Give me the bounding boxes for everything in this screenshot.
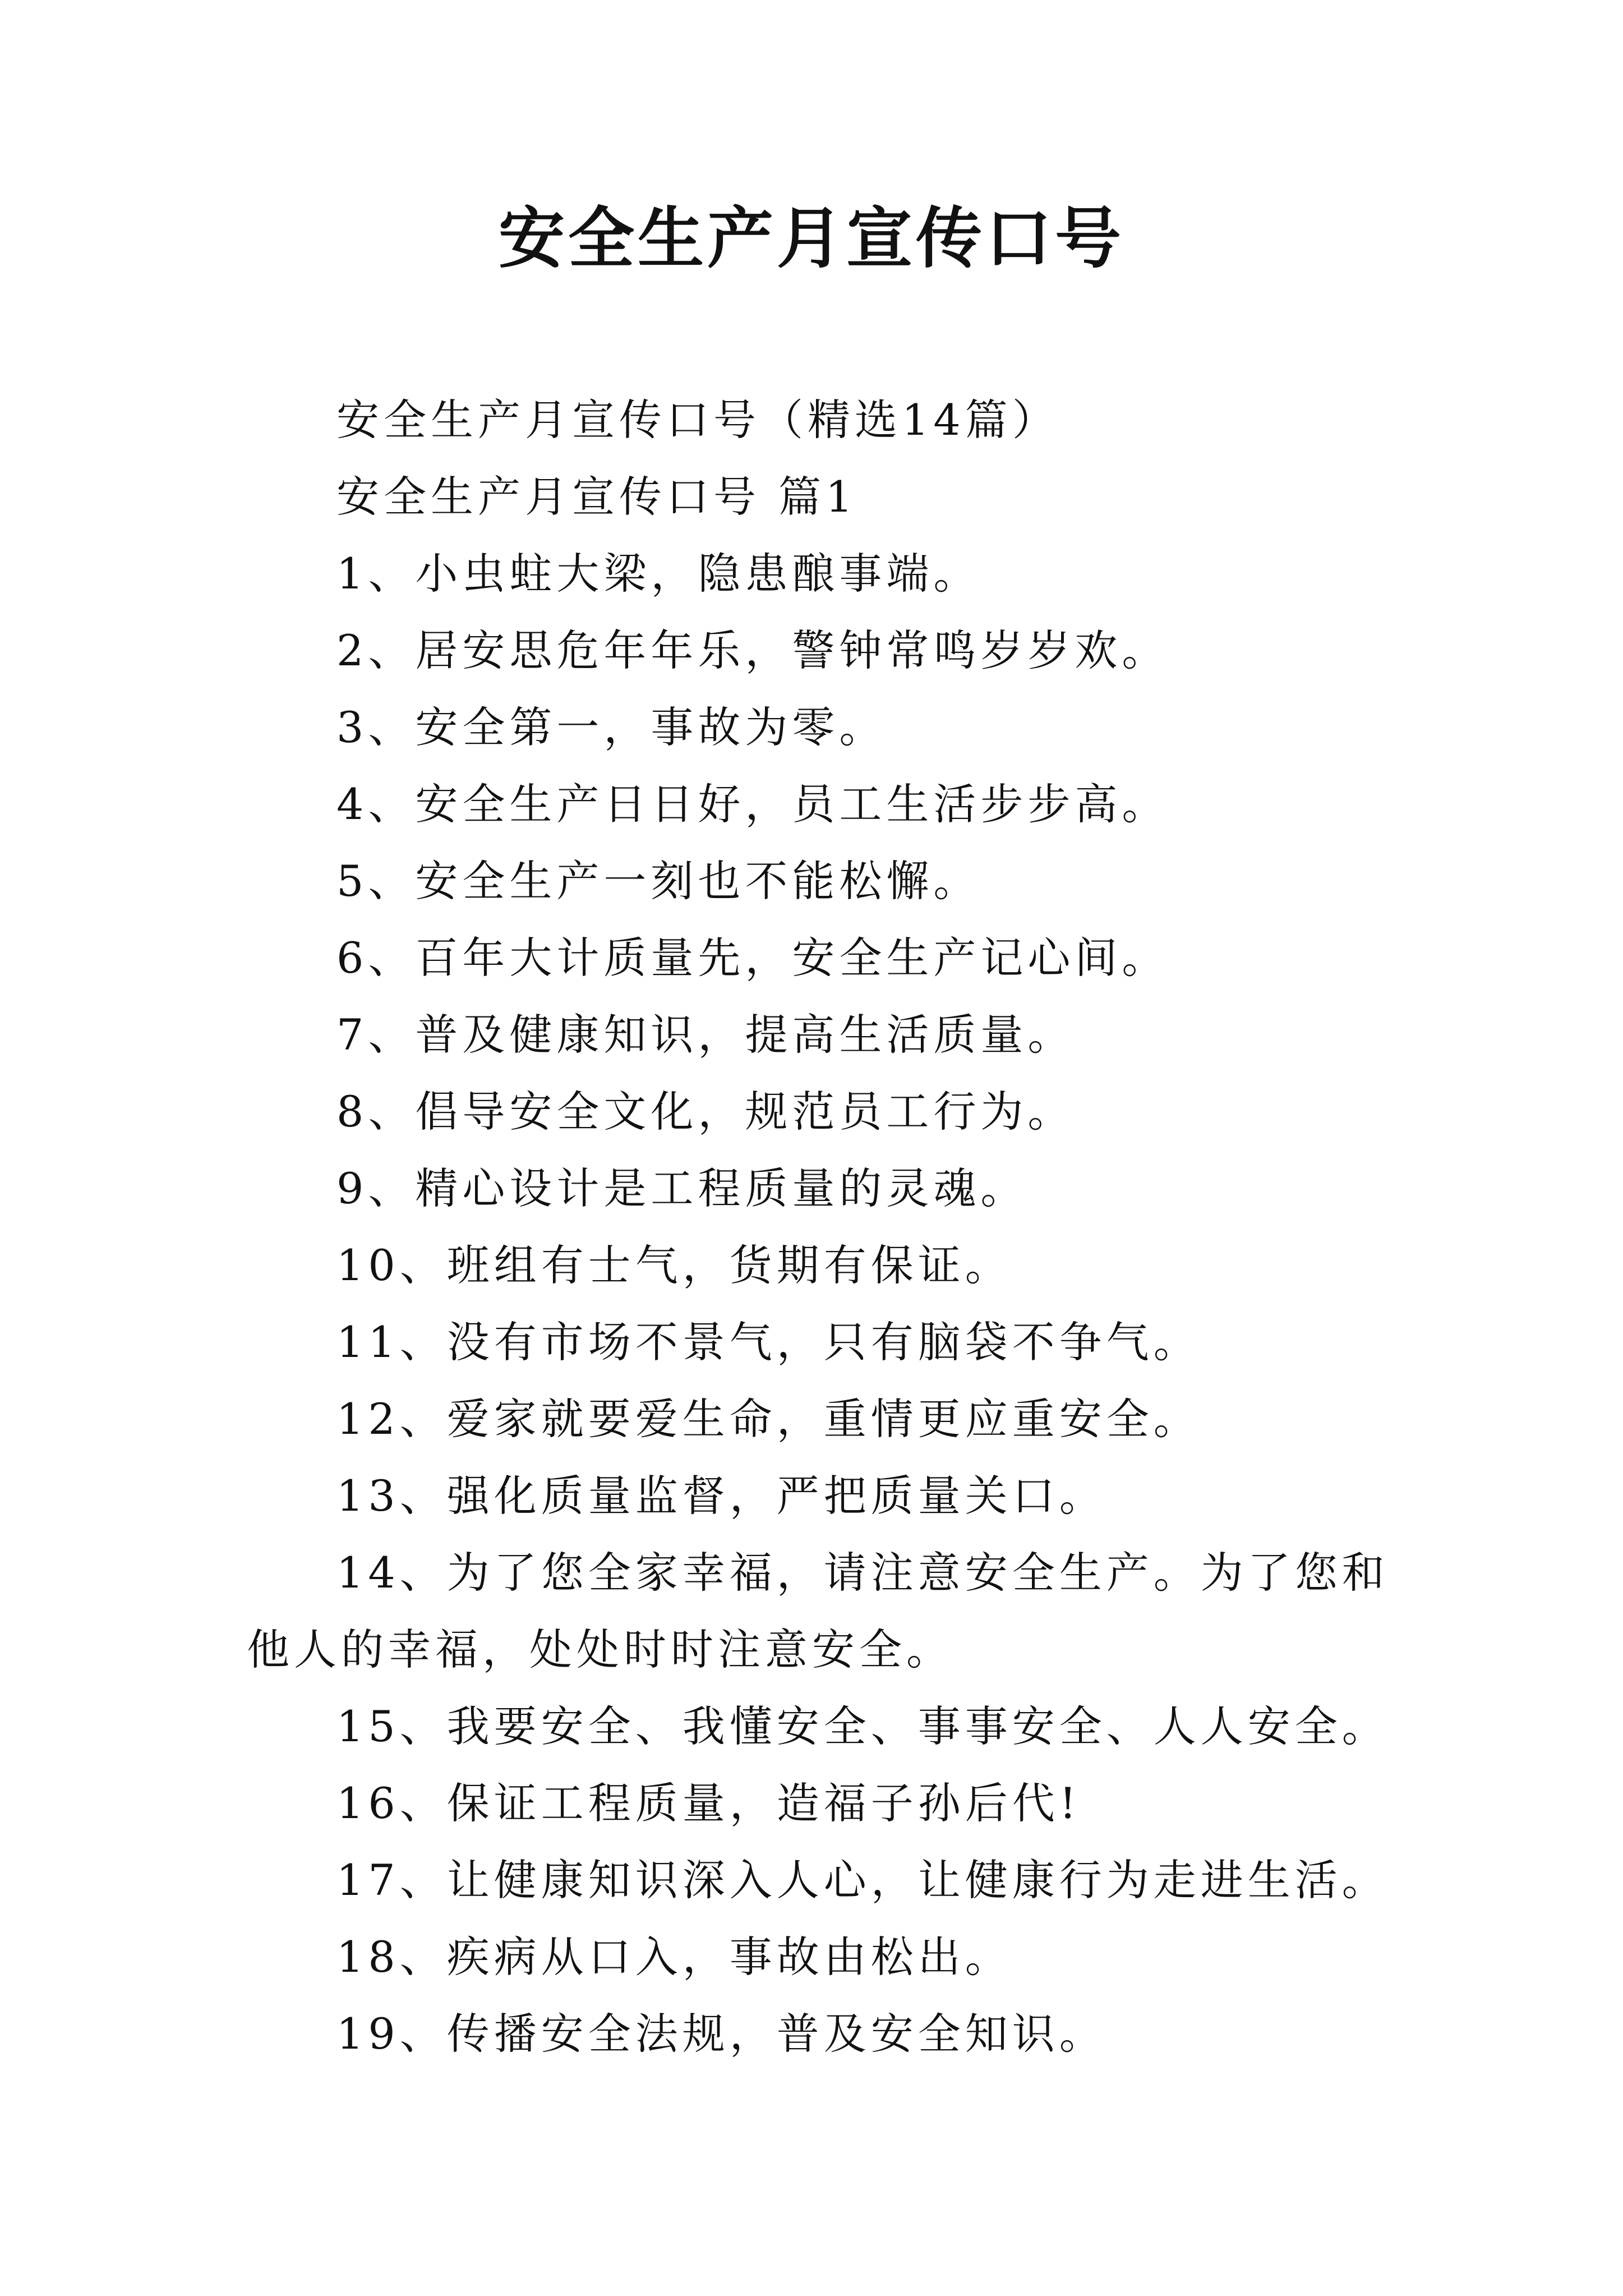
slogan-item-7: 7、普及健康知识，提高生活质量。: [336, 1010, 1075, 1060]
document-title: 安全生产月宣传口号: [498, 199, 1124, 277]
slogan-item-5: 5、安全生产一刻也不能松懈。: [336, 856, 981, 906]
slogan-item-1: 1、小虫蛀大梁，隐患酿事端。: [336, 549, 981, 599]
slogan-item-16: 16、保证工程质量，造福子孙后代!: [336, 1778, 1081, 1828]
slogan-item-18: 18、疾病从口入，事故由松出。: [336, 1932, 1012, 1982]
document-body: [247, 381, 1391, 2072]
slogan-item-15: 15、我要安全、我懂安全、事事安全、人人安全。: [336, 1701, 1389, 1751]
slogan-item-4: 4、安全生产日日好，员工生活步步高。: [336, 779, 1169, 829]
slogan-item-8: 8、倡导安全文化，规范员工行为。: [336, 1087, 1075, 1137]
slogan-item-6: 6、百年大计质量先，安全生产记心间。: [336, 933, 1169, 983]
slogan-item-3: 3、安全第一，事故为零。: [336, 702, 887, 752]
slogan-item-12: 12、爱家就要爱生命，重情更应重安全。: [336, 1394, 1201, 1444]
slogan-item-13: 13、强化质量监督，严把质量关口。: [336, 1471, 1106, 1521]
slogan-item-9: 9、精心设计是工程质量的灵魂。: [336, 1163, 1028, 1213]
section-heading: 安全生产月宣传口号 篇1: [336, 472, 857, 522]
slogan-item-10: 10、班组有士气，货期有保证。: [336, 1240, 1012, 1290]
document-subtitle: 安全生产月宣传口号（精选14篇）: [336, 395, 1059, 445]
slogan-item-11: 11、没有市场不景气，只有脑袋不争气。: [336, 1317, 1201, 1367]
slogan-item-2: 2、居安思危年年乐，警钟常鸣岁岁欢。: [336, 625, 1169, 675]
slogan-item-17: 17、让健康知识深入人心，让健康行为走进生活。: [336, 1855, 1389, 1905]
slogan-item-14: 14、为了您全家幸福，请注意安全生产。为了您和他人的幸福，处处时时注意安全。: [247, 1548, 1389, 1674]
slogan-item-19: 19、传播安全法规，普及安全知识。: [336, 2009, 1106, 2059]
